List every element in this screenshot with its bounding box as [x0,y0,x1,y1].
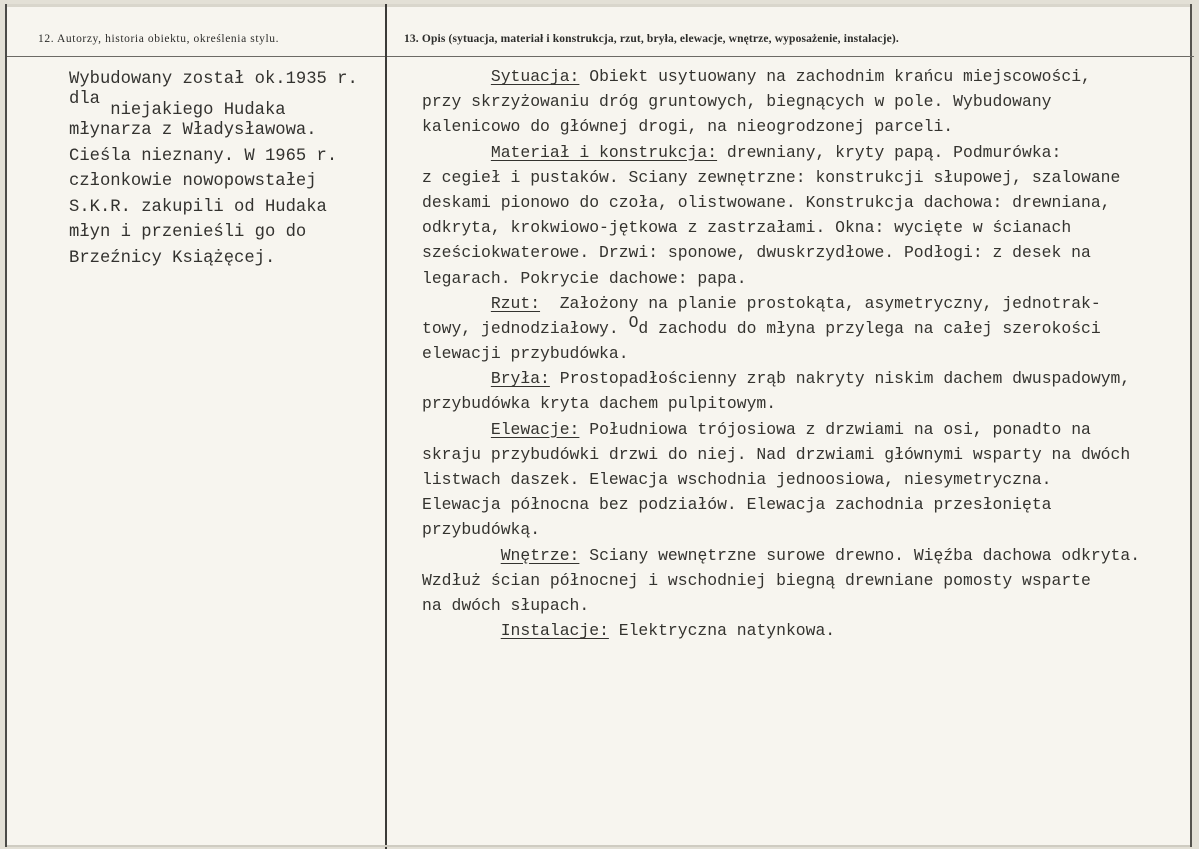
description-line: Instalacje: Elektryczna natynkowa. [500,621,836,641]
column-divider [385,4,387,849]
section-label-sytuacja: Sytuacja: [490,67,580,86]
section-12-header: 12. Autorzy, historia obiektu, określenia stylu. [38,33,280,45]
section-label-wnetrze: Wnętrze: [500,545,580,565]
card-bottom-edge [7,845,1190,847]
section-label-material: Materiał i konstrukcja: [490,142,718,162]
description-line: Elewacja północna bez podziałów. Elewacja zachodnia przesłonięta [422,495,1052,515]
description-line: Rzut: Założony na planie prostokąta, asymetryczny, jednotrak- [490,293,1101,313]
history-line: młynarza z Władysławowa. [69,121,317,140]
history-line: S.K.R. zakupili od Hudaka [69,197,327,217]
section-13-header: 13. Opis (sytuacja, materiał i konstrukcja, rzut, bryła, elewacje, wnętrze, wyposażenie, instalacje). [404,33,899,45]
section-label-rzut: Rzut: [490,293,541,313]
description-line: sześciokwaterowe. Drzwi: sponowe, dwuskrzydłowe. Podłogi: z desek na [422,243,1091,263]
description-line: elewacji przybudówka. [422,344,629,364]
description-line: przy skrzyżowaniu dróg gruntowych, biegnących w pole. Wybudowany [422,92,1052,112]
history-text [69,67,358,271]
description-line: na dwóch słupach. [422,595,590,615]
section-label-instalacje: Instalacje: [500,621,609,641]
description-text [422,64,1140,643]
history-line: członkowie nowopowstałej [69,172,317,191]
description-line: odkryta, krokwiowo-jętkowa z zastrzałami. Okna: wycięte w ścianach [422,218,1072,238]
description-line: kalenicowo do głównej drogi, na nieogrodzonej parceli. [422,117,954,137]
description-line: legarach. Pokrycie dachowe: papa. [422,268,747,288]
description-line: przybudówką. [422,520,541,540]
description-line: listwach daszek. Elewacja wschodnia jednoosiowa, niesymetryczna. [422,470,1052,489]
description-line: Sytuacja: Obiekt usytuowany na zachodnim krańcu miejscowości, [490,67,1091,86]
card-top-edge [7,4,1190,7]
section-label-bryla: Bryła: [490,369,550,389]
description-line: Bryła: Prostopadłościenny zrąb nakryty niskim dachem dwuspadowym, [490,369,1131,389]
history-line: dla niejakiego Hudaka [69,89,286,120]
section-label-elewacje: Elewacje: [490,419,580,439]
description-line: przybudówka kryta dachem pulpitowym. [422,394,777,414]
description-line: Wnętrze: Sciany wewnętrzne surowe drewno. Więźba dachowa odkryta. [500,545,1141,565]
description-line: deskami pionowo do czoła, olistwowane. Konstrukcja dachowa: drewniana, [422,192,1111,212]
description-line: skraju przybudówki drzwi do niej. Nad drzwiami głównymi wsparty na dwóch [422,444,1131,464]
history-line: młyn i przenieśli go do [69,223,307,242]
history-line: Cieśla nieznany. W 1965 r. [69,146,338,166]
description-line: Materiał i konstrukcja: drewniany, kryty papą. Podmurówka: [490,142,1062,162]
history-line: Brzeźnicy Książęcej. [69,248,276,268]
history-line: Wybudowany został ok.1935 r. [69,70,358,89]
header-rule [7,56,1194,57]
description-line: Elewacje: Południowa trójosiowa z drzwiami na osi, ponadto na [490,419,1091,439]
description-line: Wzdłuż ścian północnej i wschodniej biegną drewniane pomosty wsparte [422,570,1091,590]
description-line: z cegieł i pustaków. Sciany zewnętrzne: konstrukcji słupowej, szalowane [422,167,1121,187]
description-line: towy, jednodziałowy. Od zachodu do młyna przylega na całej szerokości [422,312,1101,338]
